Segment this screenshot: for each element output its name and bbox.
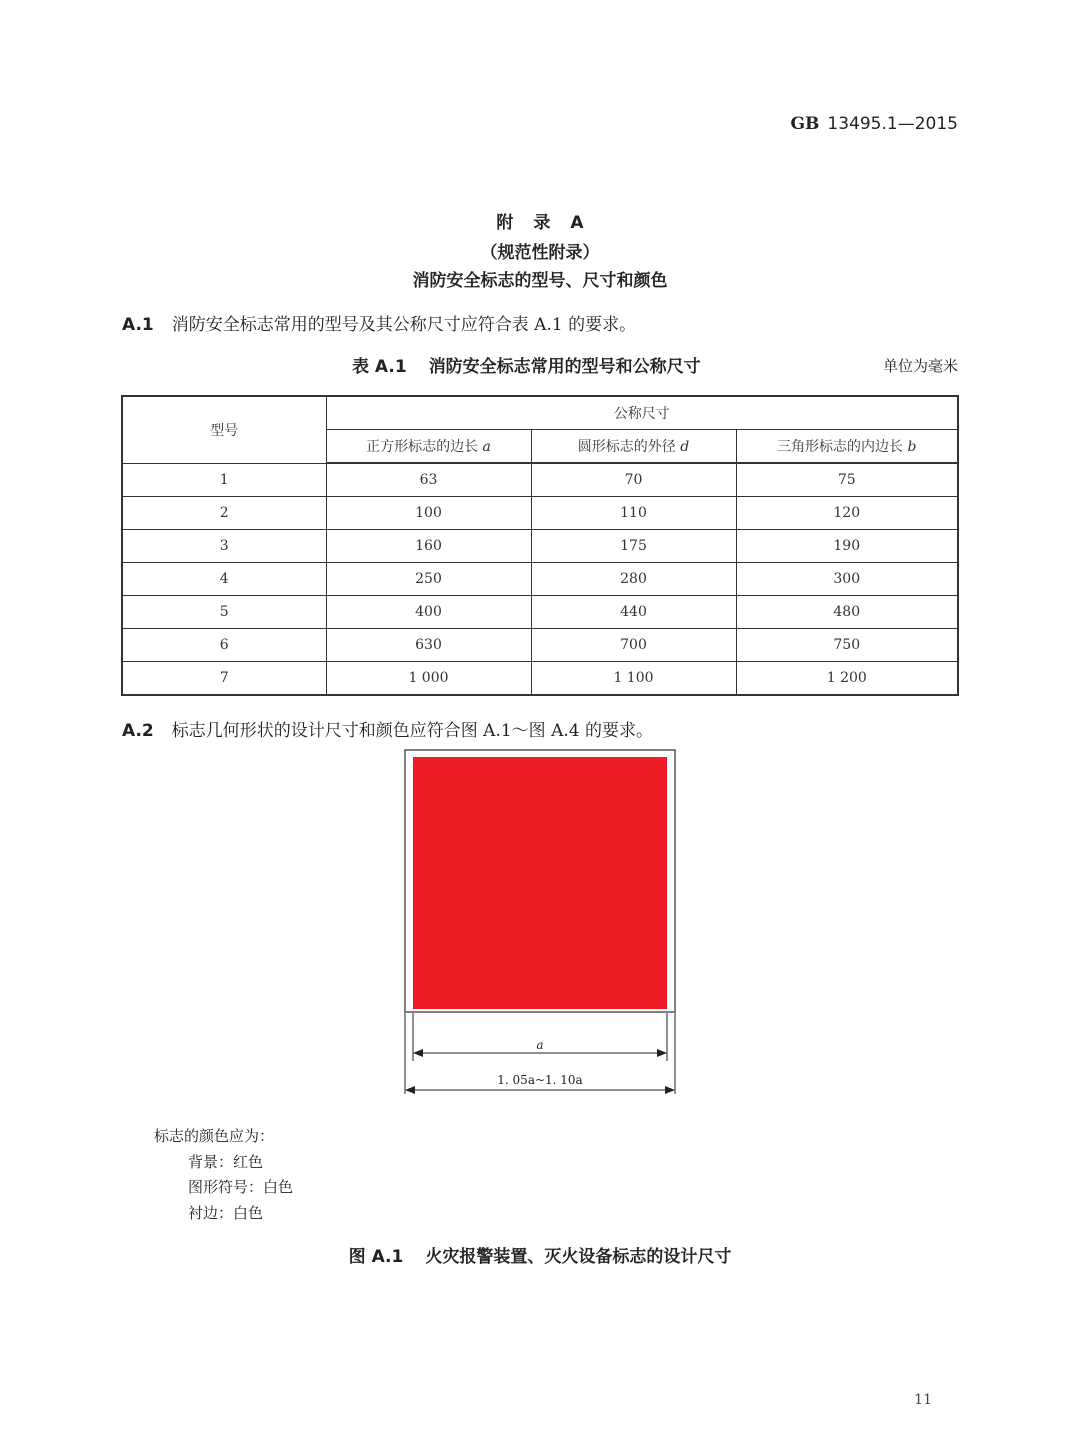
clause-text: 标志几何形状的设计尺寸和颜色应符合图 A.1～图 A.4 的要求。 xyxy=(171,721,653,741)
cell-model: 2 xyxy=(122,497,326,530)
clause-text: 消防安全标志常用的型号及其公称尺寸应符合表 A.1 的要求。 xyxy=(171,315,637,335)
cell-triangle: 300 xyxy=(736,563,958,596)
table-caption-title: 消防安全标志常用的型号和公称尺寸 xyxy=(428,357,701,377)
cell-circle: 440 xyxy=(531,596,736,629)
table-row xyxy=(122,530,958,563)
cell-model: 4 xyxy=(122,563,326,596)
header-square xyxy=(326,430,531,464)
header-model: 型号 xyxy=(122,396,326,463)
color-intro: 标志的颜色应为： xyxy=(154,1127,275,1145)
cell-triangle: 480 xyxy=(736,596,958,629)
cell-model: 1 xyxy=(122,463,326,497)
table-row xyxy=(122,662,958,696)
table-caption xyxy=(352,352,701,377)
table-row xyxy=(122,463,958,497)
cell-circle: 700 xyxy=(531,629,736,662)
table-row xyxy=(122,497,958,530)
header-nominal-size: 公称尺寸 xyxy=(326,396,958,430)
standard-code: 13495.1—2015 xyxy=(827,114,958,134)
clause-number: A.1 xyxy=(122,315,154,335)
clause-number: A.2 xyxy=(122,721,154,741)
color-border: 衬边：白色 xyxy=(188,1203,264,1222)
sign-design-figure xyxy=(395,745,685,1100)
header-triangle-var: b xyxy=(907,439,917,455)
cell-model: 6 xyxy=(122,629,326,662)
figure-caption xyxy=(0,1242,1080,1267)
figure-caption-title: 火灾报警装置、灭火设备标志的设计尺寸 xyxy=(425,1247,732,1267)
cell-model: 7 xyxy=(122,662,326,696)
standard-number xyxy=(790,114,958,134)
cell-square: 100 xyxy=(326,497,531,530)
annex-heading: 消防安全标志的型号、尺寸和颜色 xyxy=(412,271,668,291)
table-row xyxy=(122,629,958,662)
cell-triangle: 75 xyxy=(736,463,958,497)
figure-caption-number: 图 A.1 xyxy=(348,1247,404,1267)
header-circle-var: d xyxy=(680,439,690,455)
cell-square: 160 xyxy=(326,530,531,563)
cell-triangle: 190 xyxy=(736,530,958,563)
header-triangle-label: 三角形标志的内边长 xyxy=(777,439,904,455)
cell-circle: 280 xyxy=(531,563,736,596)
cell-model: 3 xyxy=(122,530,326,563)
standard-prefix: GB xyxy=(790,114,820,134)
dimension-label-outer: 1. 05a~1. 10a xyxy=(497,1073,583,1087)
cell-triangle: 1 200 xyxy=(736,662,958,696)
cell-square: 630 xyxy=(326,629,531,662)
color-symbol: 图形符号：白色 xyxy=(188,1178,294,1196)
cell-circle: 175 xyxy=(531,530,736,563)
table-unit: 单位为毫米 xyxy=(882,357,958,375)
annex-title: 附录A xyxy=(496,213,604,233)
cell-square: 400 xyxy=(326,596,531,629)
cell-circle: 70 xyxy=(531,463,736,497)
cell-circle: 110 xyxy=(531,497,736,530)
cell-triangle: 750 xyxy=(736,629,958,662)
cell-circle: 1 100 xyxy=(531,662,736,696)
table-row xyxy=(122,563,958,596)
color-background: 背景：红色 xyxy=(188,1152,264,1171)
header-square-var: a xyxy=(482,439,491,455)
header-circle xyxy=(531,430,736,464)
table-caption-number: 表 A.1 xyxy=(352,357,407,377)
cell-model: 5 xyxy=(122,596,326,629)
page-number: 11 xyxy=(914,1392,932,1408)
cell-square: 1 000 xyxy=(326,662,531,696)
cell-square: 250 xyxy=(326,563,531,596)
table-row xyxy=(122,596,958,629)
color-specification xyxy=(154,1124,293,1226)
sign-background xyxy=(413,757,667,1009)
dimension-label-inner: a xyxy=(536,1038,544,1052)
header-triangle xyxy=(736,430,958,464)
size-table xyxy=(121,395,959,696)
header-square-label: 正方形标志的边长 xyxy=(366,439,479,455)
header-circle-label: 圆形标志的外径 xyxy=(577,439,676,455)
cell-square: 63 xyxy=(326,463,531,497)
clause-a1 xyxy=(122,310,636,335)
cell-triangle: 120 xyxy=(736,497,958,530)
annex-subtitle: （规范性附录） xyxy=(480,243,600,263)
clause-a2 xyxy=(122,716,653,741)
